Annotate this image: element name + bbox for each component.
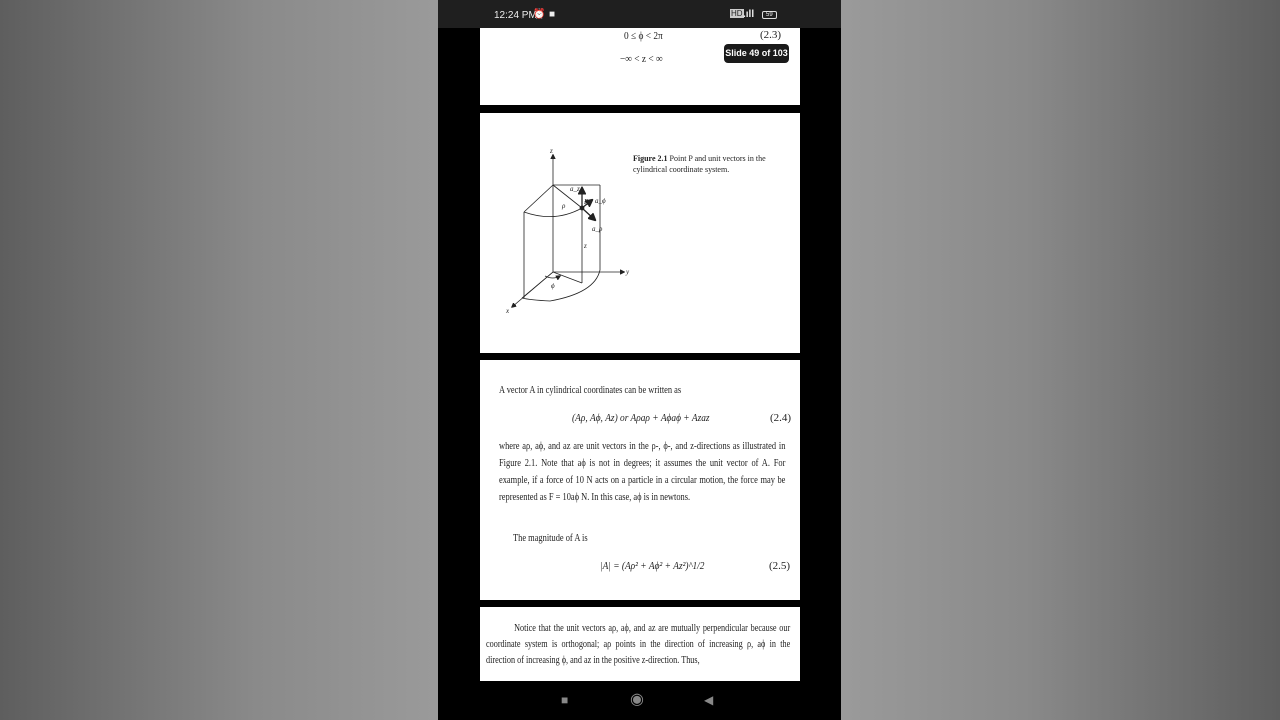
slide-equation-2-3 — [480, 28, 800, 105]
status-bar — [438, 0, 841, 28]
a-rho-vector — [582, 208, 595, 220]
orthogonality-paragraph: Notice that the unit vectors aρ, aϕ, and az are mutually perpendicular because our coordinate system is orthogonal; aρ points in the direction of increasing ρ, aϕ in the direction of increasing ϕ, and az in the positive z-direction. Thus, — [486, 623, 791, 666]
caption-text: Point P and unit vectors in the cylindrical coordinate system. — [633, 154, 766, 174]
slide-counter-badge: Slide 49 of 103 — [724, 44, 789, 63]
explanation-paragraph: where aρ, aϕ, and az are unit vectors in the ρ-, ϕ-, and z-directions as illustrated in Figure 2.1. Note that aϕ is not in degrees; it assumes the unit vector of A. For example, if a force of 10 N acts on a particle in a circular motion, the force may be represented as F = 10aϕ N. In this case, aϕ is in newtons. — [499, 441, 786, 503]
phi-label: ϕ — [551, 282, 555, 290]
back-button[interactable]: ◀ — [704, 693, 714, 707]
hd-volte-icon: HD — [731, 9, 743, 18]
az-label: a_z — [570, 185, 580, 193]
y-axis-label: y — [626, 268, 630, 276]
status-time: 12:24 PM — [494, 10, 537, 21]
rho-label: ρ — [562, 202, 566, 210]
recents-button[interactable]: ■ — [561, 693, 569, 707]
equation-2-5: |A| = (Aρ² + Aϕ² + Az²)^1/2 — [600, 560, 705, 572]
slide-figure-2-1 — [480, 113, 800, 353]
battery-icon: 59 — [762, 11, 777, 19]
slide-orthogonality — [480, 607, 800, 681]
x-axis-label: x — [506, 307, 510, 315]
equation-z-range: −∞ < z < ∞ — [620, 53, 663, 65]
equation-number-2-5: (2.5) — [769, 560, 791, 572]
navigation-bar — [438, 681, 841, 720]
intro-text: A vector A in cylindrical coordinates can be written as — [499, 385, 682, 396]
aphi-label: a_ϕ — [595, 197, 606, 205]
figure-caption — [633, 153, 793, 175]
alarm-icon: ⏰ — [533, 9, 546, 20]
equation-number: (2.3) — [760, 29, 782, 41]
z-length-label: z — [584, 242, 587, 250]
slide-vector-definition — [480, 360, 800, 600]
equation-2-4: (Aρ, Aϕ, Az) or Aρaρ + Aϕaϕ + Azaz — [572, 412, 710, 424]
equation-number-2-4: (2.4) — [770, 412, 792, 424]
signal-icon: .ıll — [743, 9, 755, 20]
caption-figure-number: Figure 2.1 — [633, 154, 668, 163]
equation-phi-range: 0 ≤ ϕ < 2π — [624, 30, 663, 42]
home-button[interactable]: ◉ — [630, 691, 644, 708]
phone-screen — [438, 0, 841, 720]
video-record-icon: ■ — [549, 9, 556, 20]
point-p-label: P — [584, 198, 589, 206]
magnitude-text: The magnitude of A is — [513, 533, 588, 544]
z-axis-label: z — [550, 147, 553, 155]
arho-label: a_ρ — [592, 225, 603, 233]
